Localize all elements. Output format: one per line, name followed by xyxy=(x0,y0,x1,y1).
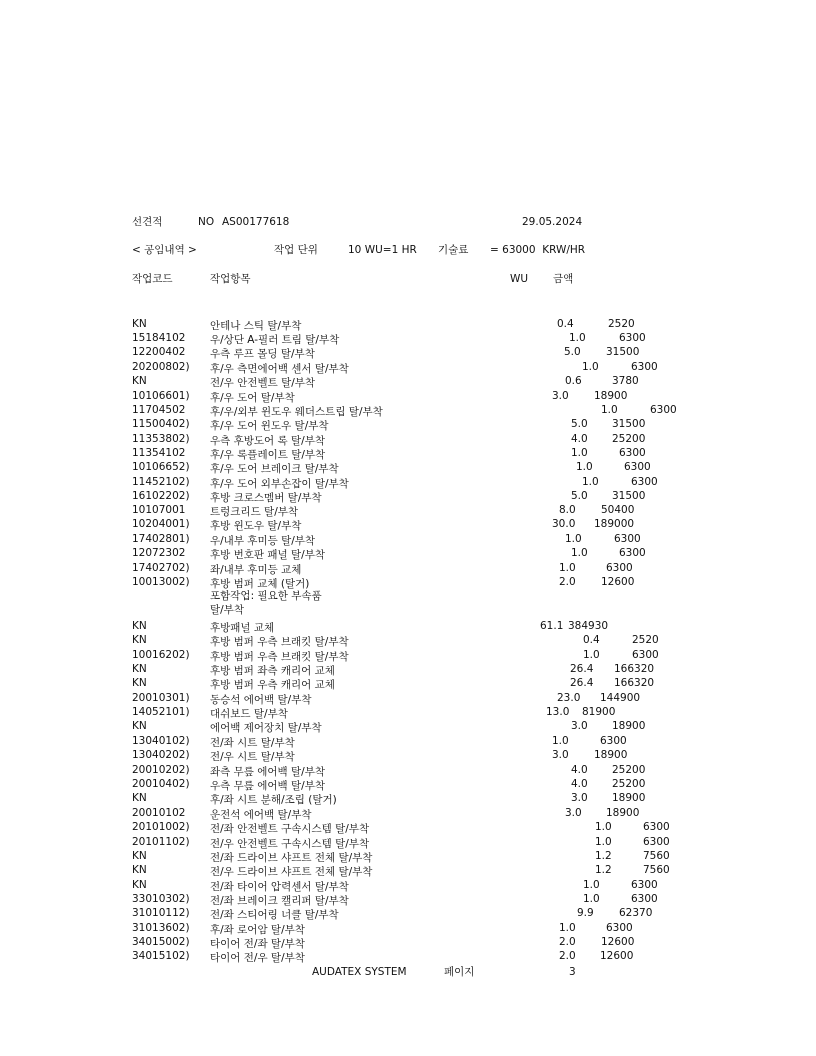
table-row xyxy=(0,447,816,461)
row-code: 20010402) xyxy=(132,778,190,790)
row-item: 후/우 도어 탈/부착 xyxy=(210,392,295,404)
column-header-amount: 금액 xyxy=(553,273,574,285)
row-wu: 1.0 xyxy=(571,547,588,559)
row-amount: 6300 xyxy=(600,735,627,747)
row-wu: 1.0 xyxy=(576,461,593,473)
table-row xyxy=(0,692,816,706)
row-amount: 31500 xyxy=(612,490,646,502)
table-row xyxy=(0,778,816,792)
row-code: 20101102) xyxy=(132,836,190,848)
row-item: 전/우 안전벨트 탈/부착 xyxy=(210,377,316,389)
table-row xyxy=(0,663,816,677)
row-wu: 1.0 xyxy=(569,332,586,344)
column-header-code: 작업코드 xyxy=(132,273,173,285)
row-code: 20200802) xyxy=(132,361,190,373)
row-item: 전/우 시트 탈/부착 xyxy=(210,751,295,763)
row-amount: 3780 xyxy=(612,375,639,387)
row-code: 10107001 xyxy=(132,504,186,516)
row-item: 후/우 도어 브레이크 탈/부착 xyxy=(210,463,339,475)
table-row xyxy=(0,547,816,561)
row-wu: 13.0 xyxy=(546,706,570,718)
row-code: 14052101) xyxy=(132,706,190,718)
row-item: 후방 범퍼 교체 (탈거) xyxy=(210,578,310,590)
row-code: 15184102 xyxy=(132,332,186,344)
row-amount: 25200 xyxy=(612,778,646,790)
table-row xyxy=(0,893,816,907)
table-row xyxy=(0,332,816,346)
row-item: 후방 범퍼 우측 브래킷 탈/부착 xyxy=(210,636,349,648)
row-amount: 189000 xyxy=(594,518,635,530)
row-amount: 31500 xyxy=(612,418,646,430)
unit-label: 작업 단위 xyxy=(274,244,318,256)
row-wu: 3.0 xyxy=(571,792,588,804)
row-item: 후/우/외부 윈도우 웨더스트립 탈/부착 xyxy=(210,406,383,418)
table-row xyxy=(0,792,816,806)
row-amount: 6300 xyxy=(606,922,633,934)
row-code: KN xyxy=(132,677,147,689)
row-code: KN xyxy=(132,850,147,862)
column-header-item: 작업항목 xyxy=(210,273,251,285)
row-item: 우측 무릎 에어백 탈/부착 xyxy=(210,780,325,792)
row-wu: 4.0 xyxy=(571,778,588,790)
row-item: 후/우 측면에어백 센서 탈/부착 xyxy=(210,363,349,375)
row-code: 10013002) xyxy=(132,576,190,588)
row-code: 20101002) xyxy=(132,821,190,833)
note-line-2: 탈/부착 xyxy=(210,604,244,616)
row-amount: 6300 xyxy=(631,879,658,891)
row-item: 우측 루프 몰딩 탈/부착 xyxy=(210,348,315,360)
table-row xyxy=(0,649,816,663)
row-amount: 6300 xyxy=(632,649,659,661)
row-item: 전/좌 브레이크 캘리퍼 탈/부착 xyxy=(210,895,349,907)
row-amount: 18900 xyxy=(612,792,646,804)
row-code: 31013602) xyxy=(132,922,190,934)
row-wu: 1.0 xyxy=(559,922,576,934)
row-item: 에어백 제어장치 탈/부착 xyxy=(210,722,322,734)
table-row xyxy=(0,375,816,389)
row-wu: 1.0 xyxy=(559,562,576,574)
table-row xyxy=(0,720,816,734)
row-amount: 6300 xyxy=(619,547,646,559)
table-row xyxy=(0,907,816,921)
table-row xyxy=(0,936,816,950)
table-row xyxy=(0,562,816,576)
row-amount: 2520 xyxy=(608,318,635,330)
row-amount: 6300 xyxy=(619,332,646,344)
row-code: 11500402) xyxy=(132,418,190,430)
row-item: 전/우 드라이브 샤프트 전체 탈/부착 xyxy=(210,866,373,878)
table-row xyxy=(0,807,816,821)
row-wu: 2.0 xyxy=(559,950,576,962)
row-code: 34015102) xyxy=(132,950,190,962)
table-row xyxy=(0,850,816,864)
row-wu: 5.0 xyxy=(571,418,588,430)
footer-page-number: 3 xyxy=(569,966,576,978)
row-item: 동승석 에어백 탈/부착 xyxy=(210,694,312,706)
table-row xyxy=(0,533,816,547)
row-item: 후방 범퍼 우측 브래킷 탈/부착 xyxy=(210,651,349,663)
row-wu: 0.4 xyxy=(557,318,574,330)
table-row xyxy=(0,361,816,375)
row-code: 11353802) xyxy=(132,433,190,445)
row-wu: 1.0 xyxy=(583,649,600,661)
table-row xyxy=(0,476,816,490)
row-wu: 2.0 xyxy=(559,936,576,948)
row-code: 10204001) xyxy=(132,518,190,530)
row-wu: 0.4 xyxy=(583,634,600,646)
row-item: 대쉬보드 탈/부착 xyxy=(210,708,288,720)
table-row xyxy=(0,677,816,691)
no-label: NO xyxy=(198,216,215,228)
table-row xyxy=(0,518,816,532)
row-wu: 3.0 xyxy=(565,807,582,819)
row-code: KN xyxy=(132,663,147,675)
table-row xyxy=(0,764,816,778)
row-wu: 2.0 xyxy=(559,576,576,588)
row-item: 후방패널 교체 xyxy=(210,622,275,634)
table-row xyxy=(0,950,816,964)
table-row xyxy=(0,390,816,404)
row-amount: 18900 xyxy=(594,749,628,761)
column-header-wu: WU xyxy=(510,273,529,285)
footer-system: AUDATEX SYSTEM xyxy=(312,966,407,978)
table-row xyxy=(0,418,816,432)
row-amount: 6300 xyxy=(631,476,658,488)
table-row xyxy=(0,836,816,850)
table-row xyxy=(0,821,816,835)
table-row xyxy=(0,634,816,648)
row-amount: 18900 xyxy=(594,390,628,402)
row-wu: 26.4 xyxy=(570,663,594,675)
row-amount: 6300 xyxy=(643,821,670,833)
table-row xyxy=(0,490,816,504)
row-amount: 12600 xyxy=(601,576,635,588)
row-amount: 25200 xyxy=(612,433,646,445)
row-amount: 62370 xyxy=(619,907,653,919)
row-amount: 6300 xyxy=(619,447,646,459)
row-wu: 1.0 xyxy=(571,447,588,459)
row-item: 우/상단 A-필러 트림 탈/부착 xyxy=(210,334,340,346)
row-code: 33010302) xyxy=(132,893,190,905)
row-item: 후/좌 시트 분해/조립 (탈거) xyxy=(210,794,337,806)
document-title: 선견적 xyxy=(132,216,163,228)
row-item: 후/우 도어 윈도우 탈/부착 xyxy=(210,420,329,432)
table-row xyxy=(0,461,816,475)
row-code: KN xyxy=(132,318,147,330)
row-wu: 30.0 xyxy=(552,518,576,530)
row-amount: 6300 xyxy=(614,533,641,545)
row-code: 31010112) xyxy=(132,907,190,919)
row-item: 후방 윈도우 탈/부착 xyxy=(210,520,302,532)
row-code: 11704502 xyxy=(132,404,186,416)
row-wu: 1.0 xyxy=(552,735,569,747)
row-item: 후방 크로스멤버 탈/부착 xyxy=(210,492,322,504)
row-code: KN xyxy=(132,792,147,804)
row-amount: 7560 xyxy=(643,864,670,876)
row-amount: 18900 xyxy=(606,807,640,819)
table-row xyxy=(0,318,816,332)
row-code: 17402801) xyxy=(132,533,190,545)
row-amount: 166320 xyxy=(614,677,655,689)
row-wu: 1.0 xyxy=(583,893,600,905)
table-row xyxy=(0,879,816,893)
row-item: 후방 범퍼 우측 캐리어 교체 xyxy=(210,679,335,691)
row-amount: 31500 xyxy=(606,346,640,358)
row-amount: 18900 xyxy=(612,720,646,732)
row-code: 12072302 xyxy=(132,547,186,559)
row-wu: 9.9 xyxy=(577,907,594,919)
row-item: 후/좌 로어암 탈/부착 xyxy=(210,924,305,936)
row-code: KN xyxy=(132,879,147,891)
row-code: 20010202) xyxy=(132,764,190,776)
row-item: 전/좌 안전벨트 구속시스템 탈/부착 xyxy=(210,823,370,835)
row-item: 타이어 전/우 탈/부착 xyxy=(210,952,305,964)
row-wu: 8.0 xyxy=(559,504,576,516)
section-heading: < 공임내역 > xyxy=(132,244,197,256)
unit-value: 10 WU=1 HR xyxy=(348,244,417,256)
row-amount: 6300 xyxy=(643,836,670,848)
row-item: 전/좌 스티어링 너클 탈/부착 xyxy=(210,909,339,921)
row-wu: 1.0 xyxy=(582,361,599,373)
table-row xyxy=(0,922,816,936)
row-item: 우측 후방도어 록 탈/부착 xyxy=(210,435,325,447)
row-wu: 1.2 xyxy=(595,864,612,876)
row-item: 전/좌 타이어 압력센서 탈/부착 xyxy=(210,881,349,893)
row-amount: 6300 xyxy=(650,404,677,416)
row-code: 20010102 xyxy=(132,807,186,819)
row-wu: 1.2 xyxy=(595,850,612,862)
row-code: 13040202) xyxy=(132,749,190,761)
row-code: 11354102 xyxy=(132,447,186,459)
row-item: 후/우 록플레이트 탈/부착 xyxy=(210,449,326,461)
table-row xyxy=(0,404,816,418)
row-amount: 6300 xyxy=(631,893,658,905)
table-row xyxy=(0,346,816,360)
row-item: 후방 범퍼 좌측 캐리어 교체 xyxy=(210,665,335,677)
row-code: 16102202) xyxy=(132,490,190,502)
row-code: 20010301) xyxy=(132,692,190,704)
row-code: KN xyxy=(132,634,147,646)
row-amount: 2520 xyxy=(632,634,659,646)
row-wu: 4.0 xyxy=(571,764,588,776)
row-amount: 12600 xyxy=(600,950,634,962)
table-row xyxy=(0,504,816,518)
table-row xyxy=(0,706,816,720)
row-amount: 6300 xyxy=(624,461,651,473)
estimate-date: 29.05.2024 xyxy=(522,216,583,228)
table-row xyxy=(0,749,816,763)
table-row xyxy=(0,576,816,590)
row-amount: 25200 xyxy=(612,764,646,776)
table-row xyxy=(0,433,816,447)
estimate-number: AS00177618 xyxy=(222,216,290,228)
row-item: 운전석 에어백 탈/부착 xyxy=(210,809,312,821)
row-code: 12200402 xyxy=(132,346,186,358)
row-wu: 0.6 xyxy=(565,375,582,387)
row-code: 34015002) xyxy=(132,936,190,948)
row-code: KN xyxy=(132,375,147,387)
row-wu: 5.0 xyxy=(564,346,581,358)
row-item: 전/좌 시트 탈/부착 xyxy=(210,737,295,749)
row-amount: 12600 xyxy=(601,936,635,948)
row-amount: 166320 xyxy=(614,663,655,675)
table-row xyxy=(0,620,816,634)
row-item: 좌/내부 후미등 교체 xyxy=(210,564,302,576)
row-item: 우/내부 후미등 탈/부착 xyxy=(210,535,316,547)
row-wu: 1.0 xyxy=(601,404,618,416)
row-wu: 5.0 xyxy=(571,490,588,502)
row-wu: 1.0 xyxy=(582,476,599,488)
row-code: KN xyxy=(132,864,147,876)
row-wu: 26.4 xyxy=(570,677,594,689)
row-item: 좌측 무릎 에어백 탈/부착 xyxy=(210,766,325,778)
table-row xyxy=(0,735,816,749)
row-wu: 3.0 xyxy=(571,720,588,732)
row-wu: 4.0 xyxy=(571,433,588,445)
row-wu: 3.0 xyxy=(552,749,569,761)
row-item: 후/우 도어 외부손잡이 탈/부착 xyxy=(210,478,349,490)
note-line-1: 포함작업: 필요한 부속품 xyxy=(210,590,322,602)
row-code: 10106652) xyxy=(132,461,190,473)
row-item: 타이어 전/좌 탈/부착 xyxy=(210,938,305,950)
row-code: KN xyxy=(132,720,147,732)
row-amount: 384930 xyxy=(568,620,609,632)
row-code: 11452102) xyxy=(132,476,190,488)
row-amount: 6300 xyxy=(631,361,658,373)
row-amount: 81900 xyxy=(582,706,616,718)
row-amount: 144900 xyxy=(600,692,641,704)
row-amount: 6300 xyxy=(606,562,633,574)
row-wu: 1.0 xyxy=(595,821,612,833)
row-wu: 61.1 xyxy=(540,620,564,632)
row-amount: 7560 xyxy=(643,850,670,862)
row-item: 전/좌 드라이브 샤프트 전체 탈/부착 xyxy=(210,852,373,864)
row-item: 안테나 스틱 탈/부착 xyxy=(210,320,302,332)
row-item: 트렁크리드 탈/부착 xyxy=(210,506,299,518)
row-code: 13040102) xyxy=(132,735,190,747)
row-wu: 1.0 xyxy=(583,879,600,891)
rate-value: = 63000 KRW/HR xyxy=(490,244,586,256)
row-wu: 1.0 xyxy=(595,836,612,848)
row-wu: 3.0 xyxy=(552,390,569,402)
footer-page-label: 페이지 xyxy=(444,966,475,978)
row-code: KN xyxy=(132,620,147,632)
row-code: 10106601) xyxy=(132,390,190,402)
row-amount: 50400 xyxy=(601,504,635,516)
row-wu: 1.0 xyxy=(565,533,582,545)
row-code: 17402702) xyxy=(132,562,190,574)
table-row xyxy=(0,864,816,878)
row-code: 10016202) xyxy=(132,649,190,661)
row-wu: 23.0 xyxy=(557,692,581,704)
row-item: 전/우 안전벨트 구속시스템 탈/부착 xyxy=(210,838,370,850)
rate-label: 기술료 xyxy=(438,244,469,256)
row-item: 후방 번호판 패널 탈/부착 xyxy=(210,549,325,561)
